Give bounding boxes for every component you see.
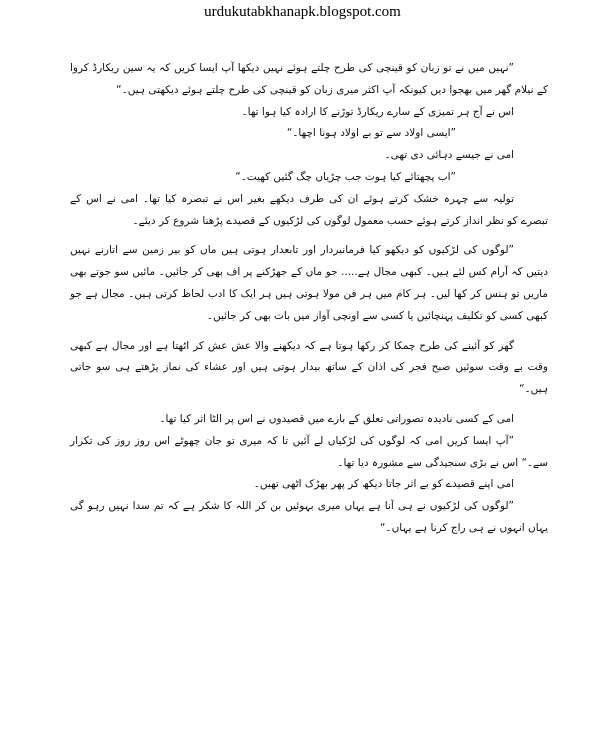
paragraph-4: امی نے جیسے دہائی دی تھی۔	[384, 149, 514, 162]
blog-url-header: urdukutabkhanapk.blogspot.com	[204, 4, 401, 20]
paragraph-2: اس نے آج ہر تمیزی کے سارے ریکارڈ توڑنے کا ارادہ کیا ہوا تھا۔	[241, 105, 514, 118]
paragraph-7: ”لوگوں کی لڑکیوں کو دیکھو کیا فرمانبردار اور تابعدار ہوتی ہیں ماں کو بیر زمین سے اتارنے نہیں دیتیں کہ آرام کس لئے ہیں۔ کبھی مجال ہے..... جو ماں کے جھڑکنے پر اف بھی کر جائیں۔ مائیں سو جوتے بھی ماریں تو ہنس کر کھا لیں۔ ہر کام میں ہر فن مولا ہوتی ہیں ہر ایک کا ادب لحاظ کرتی ہیں۔ مجال ہے جو کبھی کسی کو تکلیف پہنچائیں یا کسی سے اونچی آواز میں بات بھی کر جائیں۔	[70, 244, 548, 322]
paragraph-8: گھر کو آئینے کی طرح چمکا کر رکھا ہوتا ہے کہ دیکھنے والا عش عش کر اٹھتا ہے اور مجال ہے کبھی وقت بے وقت سوئیں صبح فجر کی اذان کے ساتھ بیدار ہوتی ہیں اور عشاء کی نماز پڑھتے ہی سو جاتی ہیں۔“	[70, 339, 548, 396]
paragraph-11: امی اپنے قصیدے کو بے اثر جاتا دیکھ کر پھر بھڑک اٹھی تھیں۔	[253, 478, 514, 491]
paragraph-10: ”آپ ایسا کریں امی کہ لوگوں کی لڑکیاں لے آئیں تا کہ میری تو جان چھوٹے اس روز روز کی تکرار سے۔“ اس نے بڑی سنجیدگی سے مشورہ دیا تھا۔	[70, 434, 548, 469]
paragraph-9: امی کے کسی نادیدہ تصوراتی تعلق کے بارے میں قصیدوں نے اس پر الٹا اثر کیا تھا۔	[159, 412, 514, 425]
paragraph-12: ”لوگوں کی لڑکیوں نے ہی آنا ہے یہاں میری بہوئیں بن کر اللہ کا شکر ہے کہ تم سدا نہیں رہو گی یہاں انہوں نے ہی راج کرنا ہے یہاں۔“	[70, 500, 548, 534]
paragraph-5: ”اب پچھتائے کیا ہوت جب چڑیاں چگ گئیں کھیت۔“	[235, 170, 456, 183]
novel-page-text	[70, 58, 548, 540]
paragraph-1: ”نہیں میں نے تو زبان کو قینچی کی طرح چلتے ہوئے نہیں دیکھا آپ ایسا کریں کہ یہ سین ریکارڈ کروا کے نیلام گھر میں بھجوا دیں کیونکہ آپ اکثر میری زبان کو قینچی کی طرح چلتے ہوئے دیکھتی ہیں۔“	[70, 62, 548, 96]
paragraph-6: تولیہ سے چہرہ خشک کرتے ہوئے ان کی طرف دیکھے بغیر اس نے تبصرہ کیا تھا۔ امی نے اس کے تبصرے کو نظر انداز کرتے ہوئے حسب معمول لوگوں کی لڑکیوں کے قصیدے پڑھنا شروع کر دیئے۔	[70, 192, 548, 227]
paragraph-3: ”ایسی اولاد سے تو بے اولاد ہونا اچھا۔“	[286, 127, 456, 140]
